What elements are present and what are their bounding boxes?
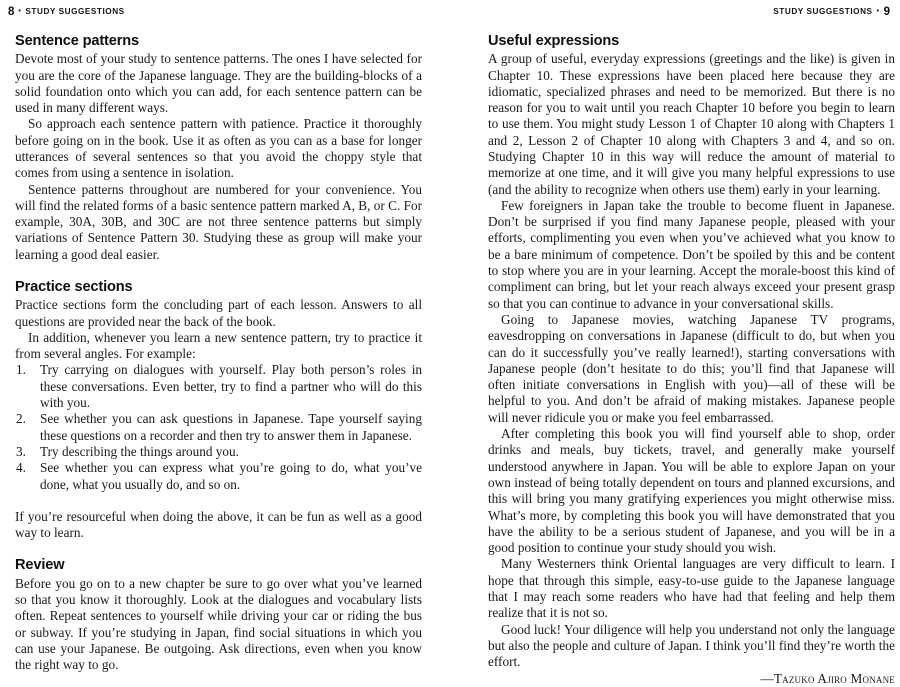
paragraph: So approach each sentence pattern with patience. Practice it thoroughly before going on in the book. Use it as often as you can as a base for longer utterances of several sentences so that you avoid the choppy style that comes from using a sentence in isolation. bbox=[15, 116, 422, 181]
section-spacer bbox=[15, 263, 422, 279]
list-item-number: 3. bbox=[16, 443, 26, 459]
paragraph: Before you go on to a new chapter be sure to go over what you’ve learned so that you know it thoroughly. Look at the dialogues and vocabulary lists often. Repeat sentences to yourself while driving your car or riding the bus or subway. If you’re studying in Japan, find social situations in which you can use your Japanese. Be outgoing. Ask directions, even when you know the right way to go. bbox=[15, 575, 422, 673]
section-practice-sections bbox=[15, 279, 422, 541]
page-number-left: 8 bbox=[8, 5, 15, 18]
paragraph: Many Westerners think Oriental languages are very difficult to learn. I hope that through this simple, easy-to-use guide to the Japanese language that I may reach some readers who have had that feeling and help them realize that it is not so. bbox=[488, 556, 895, 621]
paragraph: Good luck! Your diligence will help you understand not only the language but also the people and culture of Japan. I think you’ll find they’re worth the effort. bbox=[488, 621, 895, 670]
list-spacer bbox=[15, 493, 422, 509]
paragraph: Going to Japanese movies, watching Japanese TV programs, eavesdropping on conversations in Japanese (difficult to do, but when you can do it successfully you’ve really learned!), starting conversations with Japanese people (don’t hesitate to do this; you’ll find that Japanese will often initiate conversations in English with you)—all of these will be helpful to you. And don’t be afraid of making mistakes. Japanese people will never ridicule you or make you feel embarrassed. bbox=[488, 311, 895, 425]
heading-useful-expressions: Useful expressions bbox=[488, 33, 620, 49]
heading-practice-sections: Practice sections bbox=[15, 279, 133, 296]
page-columns bbox=[0, 33, 900, 687]
list-item-text: Try describing the things around you. bbox=[40, 443, 239, 459]
paragraph: A group of useful, everyday expressions (greetings and the like) is given in Chapter 10. These expressions have been placed here because they are idiomatic, specialized phrases and need to be memorized. But there is no reason for you to wait until you reach Chapter 10 before you begin to learn to use them. You might study Lesson 1 of Chapter 10 along with Chapters 1 and 2, Lesson 2 of Chapter 10 along with Chapters 3 and 4, and so on. Studying Chapter 10 in this way will reduce the amount of material to memorize at one time, and it will give you many helpful expressions to use (and the ability to recognize when others use them) early in your learning. bbox=[488, 51, 895, 197]
list-item-text: See whether you can ask questions in Japanese. Tape yourself saying these questions on a recorder and then try to answer them in Japanese. bbox=[40, 411, 422, 443]
running-title-left: STUDY SUGGESTIONS bbox=[25, 7, 125, 16]
left-page-column bbox=[15, 33, 422, 687]
list-item-text: Try carrying on dialogues with yourself. Play both person’s roles in these conversations. Even better, try to find a partner who will do this with you. bbox=[40, 362, 422, 411]
section-useful-expressions bbox=[488, 33, 895, 687]
section-spacer bbox=[15, 541, 422, 557]
running-header-right bbox=[773, 5, 890, 17]
paragraph: Sentence patterns throughout are numbered for your convenience. You will find the related forms of a basic sentence pattern marked A, B, or C. For example, 30A, 30B, and 30C are not three sentence patterns but simply variations of Sentence Pattern 30. Studying these as group will make your learning a good deal easier. bbox=[15, 181, 422, 262]
list-item-number: 2. bbox=[16, 411, 26, 427]
paragraph: In addition, whenever you learn a new sentence pattern, try to practice it from several angles. For example: bbox=[15, 329, 422, 362]
header-separator-icon: • bbox=[876, 7, 880, 15]
practice-steps-list bbox=[15, 362, 422, 492]
list-item bbox=[15, 362, 422, 411]
paragraph: Practice sections form the concluding part of each lesson. Answers to all questions are provided near the back of the book. bbox=[15, 297, 422, 329]
author-signature: —Tazuko Ajiro Monane bbox=[760, 670, 895, 686]
heading-sentence-patterns: Sentence patterns bbox=[15, 33, 139, 49]
list-item-number: 1. bbox=[16, 362, 26, 378]
list-item-text: See whether you can express what you’re going to do, what you’ve done, what you usually do, and so on. bbox=[40, 460, 422, 492]
list-item bbox=[15, 460, 422, 493]
list-item-number: 4. bbox=[16, 460, 26, 476]
paragraph: Few foreigners in Japan take the trouble to become fluent in Japanese. Don’t be surprised if you find many Japanese people, pleased with your efforts, complimenting you even when you’ve achieved what you know to be a bare minimum of competence. Don’t be spoiled by this and be content to stop where you are in your learning. Accept the morale-boost this kind of compliment can bring, but let your reach always exceed your present grasp so that you can continue to advance in your conversational skills. bbox=[488, 197, 895, 311]
list-item bbox=[15, 411, 422, 444]
section-review bbox=[15, 557, 422, 673]
section-sentence-patterns bbox=[15, 33, 422, 263]
running-title-right: STUDY SUGGESTIONS bbox=[773, 7, 873, 16]
paragraph: After completing this book you will find yourself able to shop, order drinks and meals, buy tickets, travel, and generally make yourself understood anywhere in Japan. You will be able to explore Japan on your own instead of being totally dependent on tours and planned excursions, and this will bring you many gratifying experiences you might otherwise miss. What’s more, by completing this book you will have demonstrated that you have the ability to be a serious student of Japanese, and you will be in a good position to continue your study should you wish. bbox=[488, 426, 895, 556]
paragraph: If you’re resourceful when doing the above, it can be fun as well as a good way to learn. bbox=[15, 508, 422, 541]
right-page-column bbox=[488, 33, 895, 687]
list-item bbox=[15, 444, 422, 460]
header-separator-icon: • bbox=[18, 7, 22, 15]
page-number-right: 9 bbox=[883, 5, 890, 18]
heading-review: Review bbox=[15, 557, 65, 574]
paragraph: Devote most of your study to sentence patterns. The ones I have selected for you are the core of the Japanese language. They are the building-blocks of a solid foundation onto which you can add, for each sentence pattern can be used in many different ways. bbox=[15, 51, 422, 116]
running-header-left bbox=[8, 5, 125, 17]
